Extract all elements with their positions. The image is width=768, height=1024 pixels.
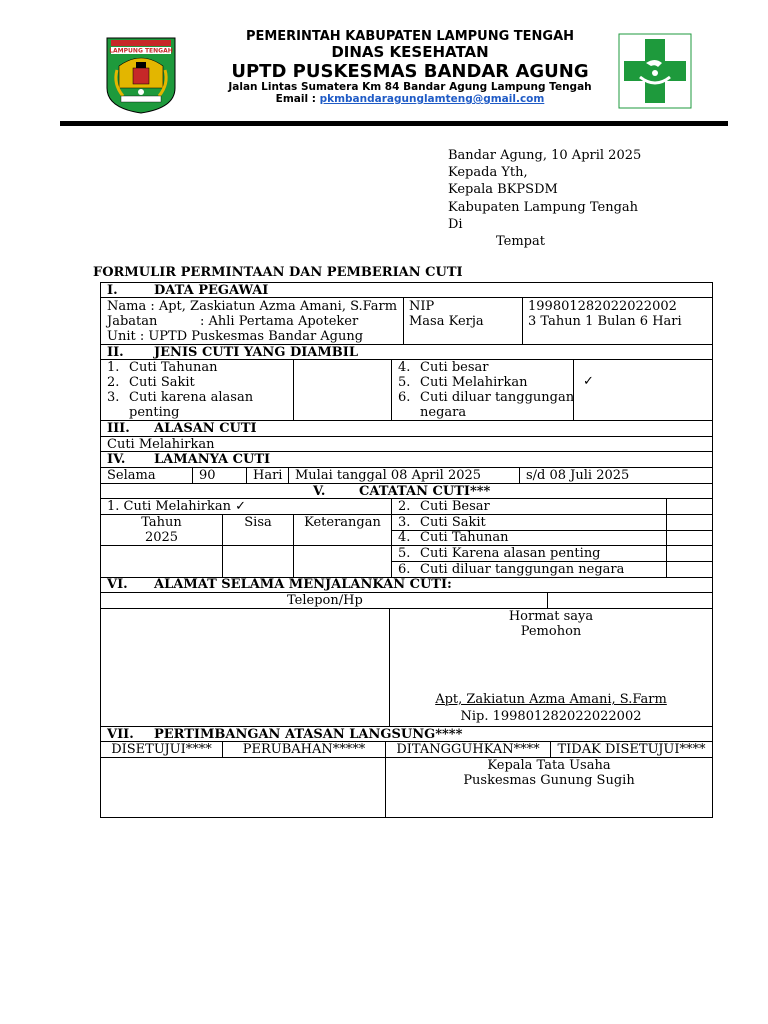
note-annual-leave: 4. Cuti Tahunan <box>398 530 509 545</box>
leave-type-maternity: 5. Cuti Melahirkan <box>398 375 528 390</box>
duration-unit: Hari <box>253 468 283 483</box>
leave-type-unpaid-cont: negara <box>420 405 467 420</box>
maternity-note-check-icon: ✓ <box>235 499 247 514</box>
svg-text:LAMPUNG TENGAH: LAMPUNG TENGAH <box>109 47 173 55</box>
nip-value: 199801282022022002 <box>528 299 677 314</box>
duration-label: Selama <box>107 468 156 483</box>
leave-type-important-reason: 3. Cuti karena alasan <box>107 390 254 405</box>
note-important-reason: 5. Cuti Karena alasan penting <box>398 546 601 561</box>
phone-label: Telepon/Hp <box>287 593 363 608</box>
service-period-label: Masa Kerja <box>409 314 484 329</box>
section-5-number: V. <box>313 484 326 499</box>
leave-type-sick: 2. Cuti Sakit <box>107 375 195 390</box>
service-period-value: 3 Tahun 1 Bulan 6 Hari <box>528 314 682 329</box>
header-department-line: DINAS KESEHATAN <box>331 43 489 61</box>
recipient-line-1: Kepada Yth, <box>448 165 528 181</box>
employee-position: : Ahli Pertama Apoteker <box>200 314 359 329</box>
leave-type-annual: 1. Cuti Tahunan <box>107 360 218 375</box>
form-title: FORMULIR PERMINTAAN DAN PEMBERIAN CUTI <box>93 265 463 280</box>
nip-label: NIP <box>409 299 435 314</box>
option-changed: PERUBAHAN***** <box>242 742 366 757</box>
header-puskesmas-name: UPTD PUSKESMAS BANDAR AGUNG <box>231 61 589 82</box>
applicant-signature-name: Apt, Zakiatun Azma Amani, S.Farm <box>435 692 667 707</box>
header-divider <box>60 121 728 126</box>
note-sick-leave: 3. Cuti Sakit <box>398 515 486 530</box>
closing-respect: Hormat saya <box>508 609 594 624</box>
option-approved: DISETUJUI**** <box>111 742 212 757</box>
employee-position-label: Jabatan <box>107 314 158 329</box>
section-5-title: CATATAN CUTI*** <box>359 484 491 499</box>
applicant-nip: Nip. 199801282022022002 <box>460 709 642 724</box>
section-6-number: VI. <box>107 577 128 592</box>
place-date: Bandar Agung, 10 April 2025 <box>448 148 642 163</box>
section-2-number: II. <box>107 345 124 360</box>
maternity-check-icon: ✓ <box>583 374 594 389</box>
section-6-title: ALAMAT SELAMA MENJALANKAN CUTI: <box>154 577 452 592</box>
leave-type-big: 4. Cuti besar <box>398 360 489 375</box>
note-unpaid-leave: 6. Cuti diluar tanggungan negara <box>398 562 625 577</box>
section-7-title: PERTIMBANGAN ATASAN LANGSUNG**** <box>154 727 463 742</box>
recipient-line-4: Di <box>448 216 463 232</box>
header-address: Jalan Lintas Sumatera Km 84 Bandar Agung Lampung Tengah <box>228 81 592 93</box>
recipient-line-2: Kepala BKPSDM <box>448 182 558 198</box>
recipient-line-5: Tempat <box>496 234 545 250</box>
employee-name: Nama : Apt, Zaskiatun Azma Amani, S.Farm <box>107 299 398 314</box>
employee-unit: Unit : UPTD Puskesmas Bandar Agung <box>107 329 364 344</box>
header-email-line <box>150 93 670 105</box>
recipient-line-3: Kabupaten Lampung Tengah <box>448 199 639 215</box>
note-big-leave: 2. Cuti Besar <box>398 499 490 514</box>
leave-reason: Cuti Melahirkan <box>107 437 215 452</box>
header-government-line: PEMERINTAH KABUPATEN LAMPUNG TENGAH <box>245 29 575 44</box>
section-1-number: I. <box>107 283 118 298</box>
section-4-number: IV. <box>107 452 126 467</box>
section-1-title: DATA PEGAWAI <box>154 283 269 298</box>
year-value: 2025 <box>144 530 179 545</box>
option-postponed: DITANGGUHKAN**** <box>396 742 540 757</box>
duration-days: 90 <box>199 468 216 483</box>
col-remarks: Keterangan <box>304 515 381 530</box>
letter-address-block <box>448 147 641 250</box>
end-date: s/d 08 Juli 2025 <box>526 468 630 483</box>
start-date: Mulai tanggal 08 April 2025 <box>295 468 482 483</box>
option-rejected: TIDAK DISETUJUI**** <box>557 742 706 757</box>
section-4-title: LAMANYA CUTI <box>154 452 271 467</box>
section-7-number: VII. <box>107 727 134 742</box>
section-3-title: ALASAN CUTI <box>154 421 257 436</box>
section-2-title: JENIS CUTI YANG DIAMBIL <box>154 345 358 360</box>
col-year: Tahun <box>141 515 182 530</box>
supervisor-title-1: Kepala Tata Usaha <box>487 758 611 773</box>
applicant-label: Pemohon <box>520 624 582 639</box>
section-3-number: III. <box>107 421 130 436</box>
leave-type-important-reason-cont: penting <box>129 405 180 420</box>
leave-type-unpaid: 6. Cuti diluar tanggungan <box>398 390 575 405</box>
leave-note-maternity: 1. Cuti Melahirkan ✓ <box>107 499 247 514</box>
email-label: Email : <box>275 93 316 105</box>
col-remaining: Sisa <box>244 515 272 530</box>
email-link[interactable]: pkmbandaragunglamteng@gmail.com <box>319 93 545 105</box>
puskesmas-logo <box>618 33 692 109</box>
supervisor-title-2: Puskesmas Gunung Sugih <box>463 773 635 788</box>
